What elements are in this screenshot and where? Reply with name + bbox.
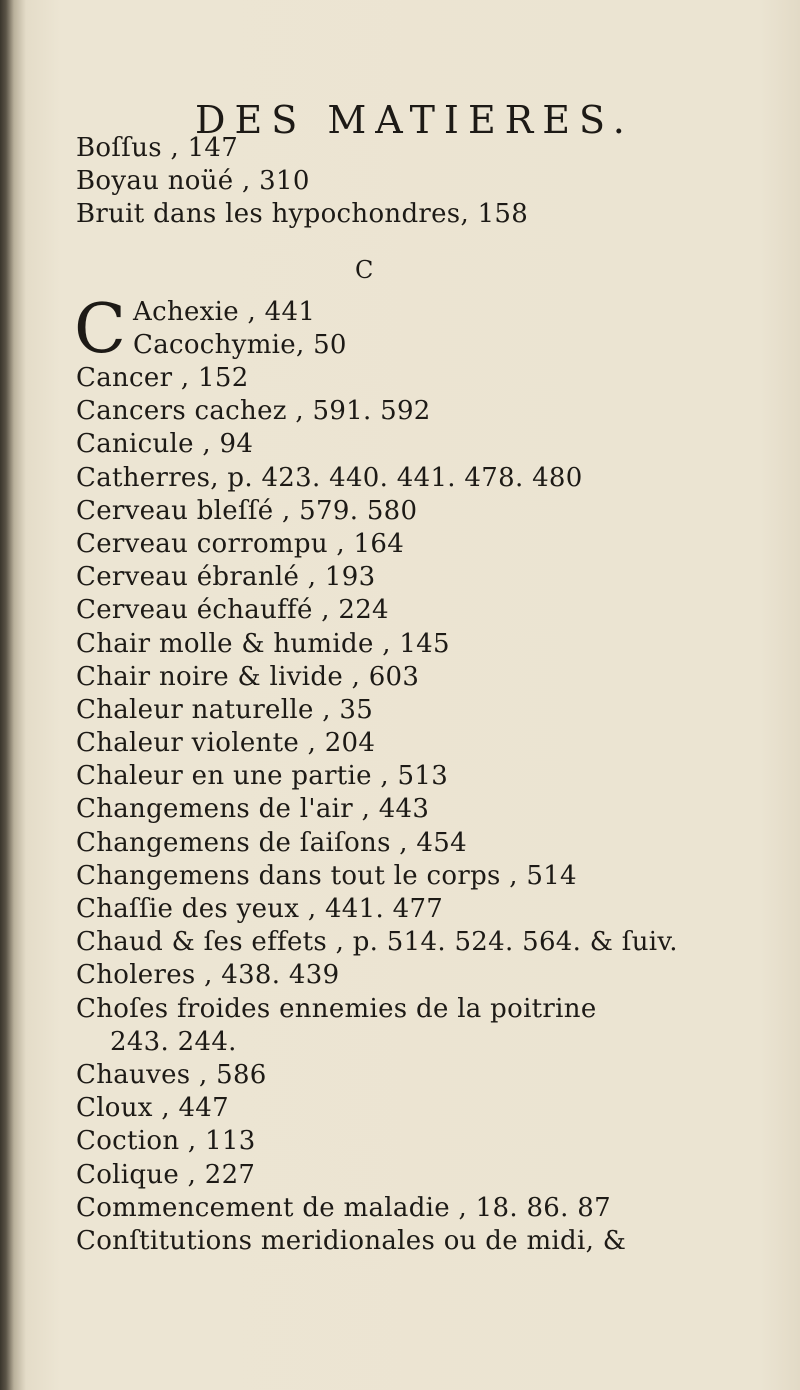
index-entry: Cloux , 447	[76, 1093, 229, 1124]
index-entry: Choleres , 438. 439	[76, 960, 340, 991]
index-entry: Changemens dans tout le corps , 514	[76, 860, 577, 891]
index-entry: Chaleur violente , 204	[76, 728, 376, 759]
index-entry: Cancer , 152	[76, 363, 249, 393]
index-entry: Cerveau corrompu , 164	[76, 528, 405, 559]
index-entry-continuation: 243. 244.	[110, 1026, 237, 1057]
index-entry: Cerveau échauffé , 224	[76, 595, 389, 626]
index-entry: Changemens de l'air , 443	[76, 794, 430, 825]
index-entry: Chaleur en une partie , 513	[76, 761, 449, 792]
entries-b	[76, 132, 780, 232]
section-letter: C	[355, 256, 374, 284]
index-entry: Bruit dans les hypochondres, 158	[76, 199, 529, 230]
index-entry: Conſtitutions meridionales ou de midi, &	[76, 1225, 627, 1256]
index-entry: Catherres, p. 423. 440. 441. 478. 480	[76, 462, 583, 493]
index-entry: Chaud & ſes effets , p. 514. 524. 564. & ſuiv.	[76, 927, 678, 958]
entries-c-first	[133, 296, 347, 362]
index-entry: Changemens de ſaiſons , 454	[76, 827, 467, 858]
index-entry: Cancers cachez , 591. 592	[76, 396, 431, 427]
index-entry: Chaſſie des yeux , 441. 477	[76, 894, 444, 924]
index-entry: Cacochymie, 50	[133, 330, 347, 361]
index-entry: Boyau noüé , 310	[76, 166, 310, 197]
index-entry: Achexie , 441	[133, 297, 316, 327]
entries-c	[76, 362, 678, 1258]
page-header: DES MATIERES.	[195, 98, 634, 142]
index-entry: Cerveau bleſſé , 579. 580	[76, 495, 418, 526]
index-entry: Colique , 227	[76, 1159, 256, 1190]
index-entry: Commencement de maladie , 18. 86. 87	[76, 1192, 611, 1223]
index-entry: Chair noire & livide , 603	[76, 661, 420, 692]
index-entry: Cerveau ébranlé , 193	[76, 562, 376, 593]
index-entry: Chauves , 586	[76, 1059, 267, 1090]
index-entry: Chair molle & humide , 145	[76, 628, 450, 659]
index-entry: Choſes froides ennemies de la poitrine	[76, 993, 597, 1024]
index-entry: Boſſus , 147	[76, 133, 239, 163]
drop-cap: C	[74, 290, 127, 369]
index-entry: Coction , 113	[76, 1126, 256, 1157]
index-entry: Canicule , 94	[76, 429, 254, 460]
index-entry: Chaleur naturelle , 35	[76, 694, 374, 725]
